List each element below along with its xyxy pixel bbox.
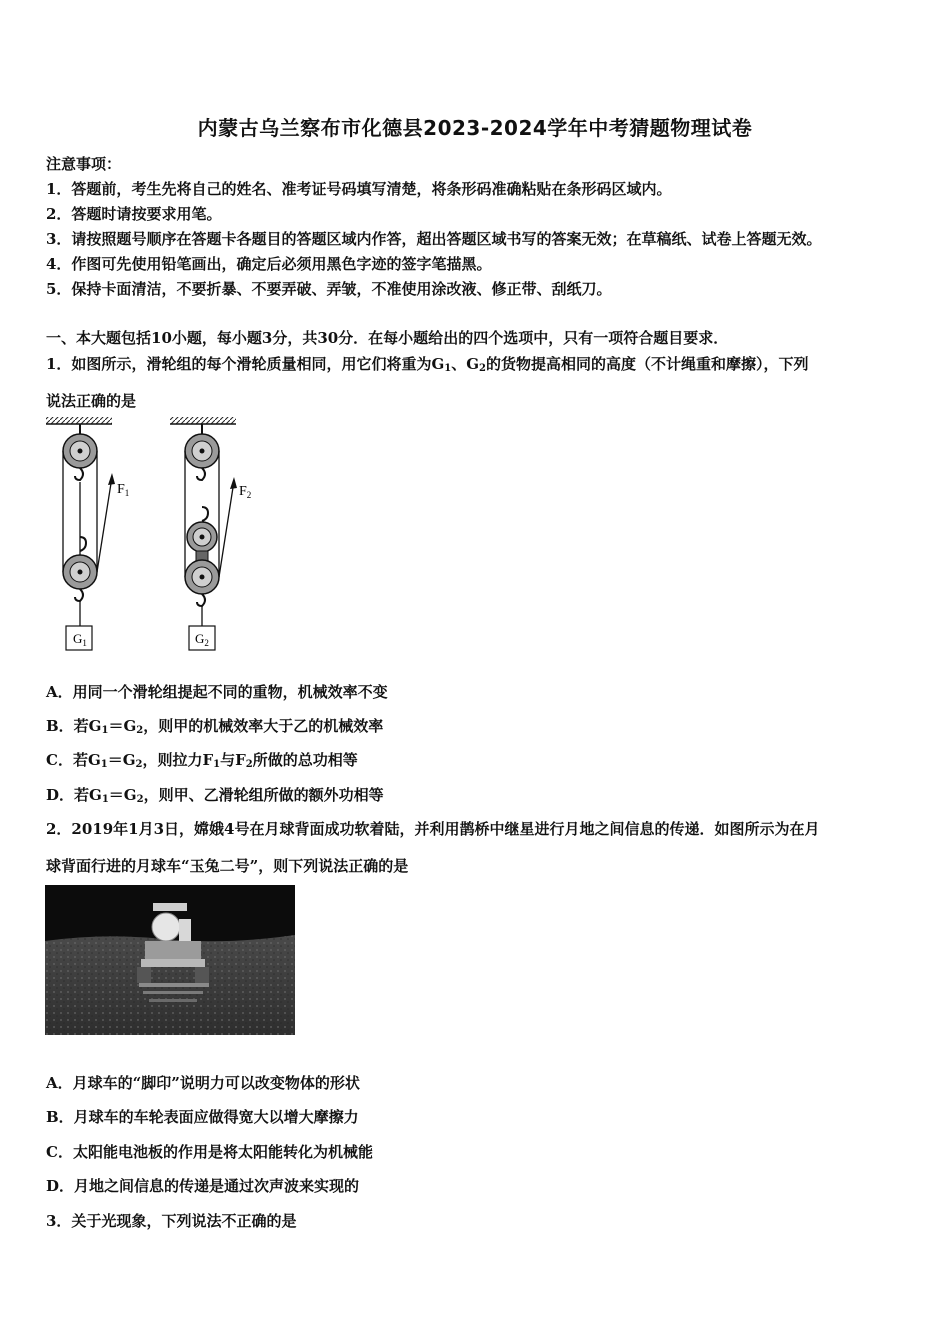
note-1: 1．答题前，考生先将自己的姓名、准考证号码填写清楚，将条形码准确粘贴在条形码区域内。 [46,180,672,198]
note-3: 3．请按照题号顺序在答题卡各题目的答题区域内作答，超出答题区域书写的答案无效；在草稿纸、试卷上答题无效。 [46,230,822,248]
question-2-option-b: B．月球车的车轮表面应做得宽大以增大摩擦力 [46,1108,359,1126]
question-3-line-1: 3．关于光现象，下列说法不正确的是 [46,1212,297,1230]
question-2-line-1: 2．2019年1月3日，嫦娥4号在月球背面成功软着陆，并利用鹊桥中继星进行月地之间信息的传递．如图所示为在月 [46,820,820,838]
notes-heading: 注意事项： [46,155,122,173]
question-1-option-c: C．若$G_1=G_2$，则拉力$F_1$与$F_2$所做的总功相等 [46,751,358,770]
question-1-line-1: 1．如图所示，滑轮组的每个滑轮质量相同，用它们将重为$G_1$、$G_2$的货物提高相同的高度（不计绳重和摩擦），下列 [46,355,809,374]
label-f1: $F_1$ [117,482,130,498]
question-2-line-2: 球背面行进的月球车“玉兔二号”，则下列说法正确的是 [46,857,409,875]
pulley-system-b [185,424,251,650]
label-g1: $G_1$ [73,631,87,648]
pulley-system-a [63,424,129,650]
label-g2: $G_2$ [195,631,209,648]
pulley-figure [40,415,270,660]
question-2-option-d: D．月地之间信息的传递是通过次声波来实现的 [46,1177,360,1195]
label-f2: $F_2$ [239,484,252,500]
note-4: 4．作图可先使用铅笔画出，确定后必须用黑色字迹的签字笔描黑。 [46,255,492,273]
question-2-option-c: C．太阳能电池板的作用是将太阳能转化为机械能 [46,1143,373,1161]
arrow-icon [230,477,237,489]
arrow-icon [108,473,115,485]
note-5: 5．保持卡面清洁，不要折暴、不要弄破、弄皱，不准使用涂改液、修正带、刮纸刀。 [46,280,612,298]
ceiling-b [170,417,236,424]
page-title: 内蒙古乌兰察布市化德县2023-2024学年中考猜题物理试卷 [197,116,753,140]
question-2-option-a: A．月球车的“脚印”说明力可以改变物体的形状 [46,1074,360,1092]
section-1-heading: 一、本大题包括10小题，每小题3分，共30分．在每小题给出的四个选项中，只有一项符合题目要求． [46,329,729,347]
question-1-option-d: D．若$G_1=G_2$，则甲、乙滑轮组所做的额外功相等 [46,786,384,805]
lunar-rover-photo [45,885,295,1035]
question-1-line-2: 说法正确的是 [46,392,137,410]
ceiling-a [46,417,112,424]
note-2: 2．答题时请按要求用笔。 [46,205,222,223]
question-1-option-a: A．用同一个滑轮组提起不同的重物，机械效率不变 [46,683,388,701]
question-1-option-b: B．若$G_1=G_2$，则甲的机械效率大于乙的机械效率 [46,717,384,736]
